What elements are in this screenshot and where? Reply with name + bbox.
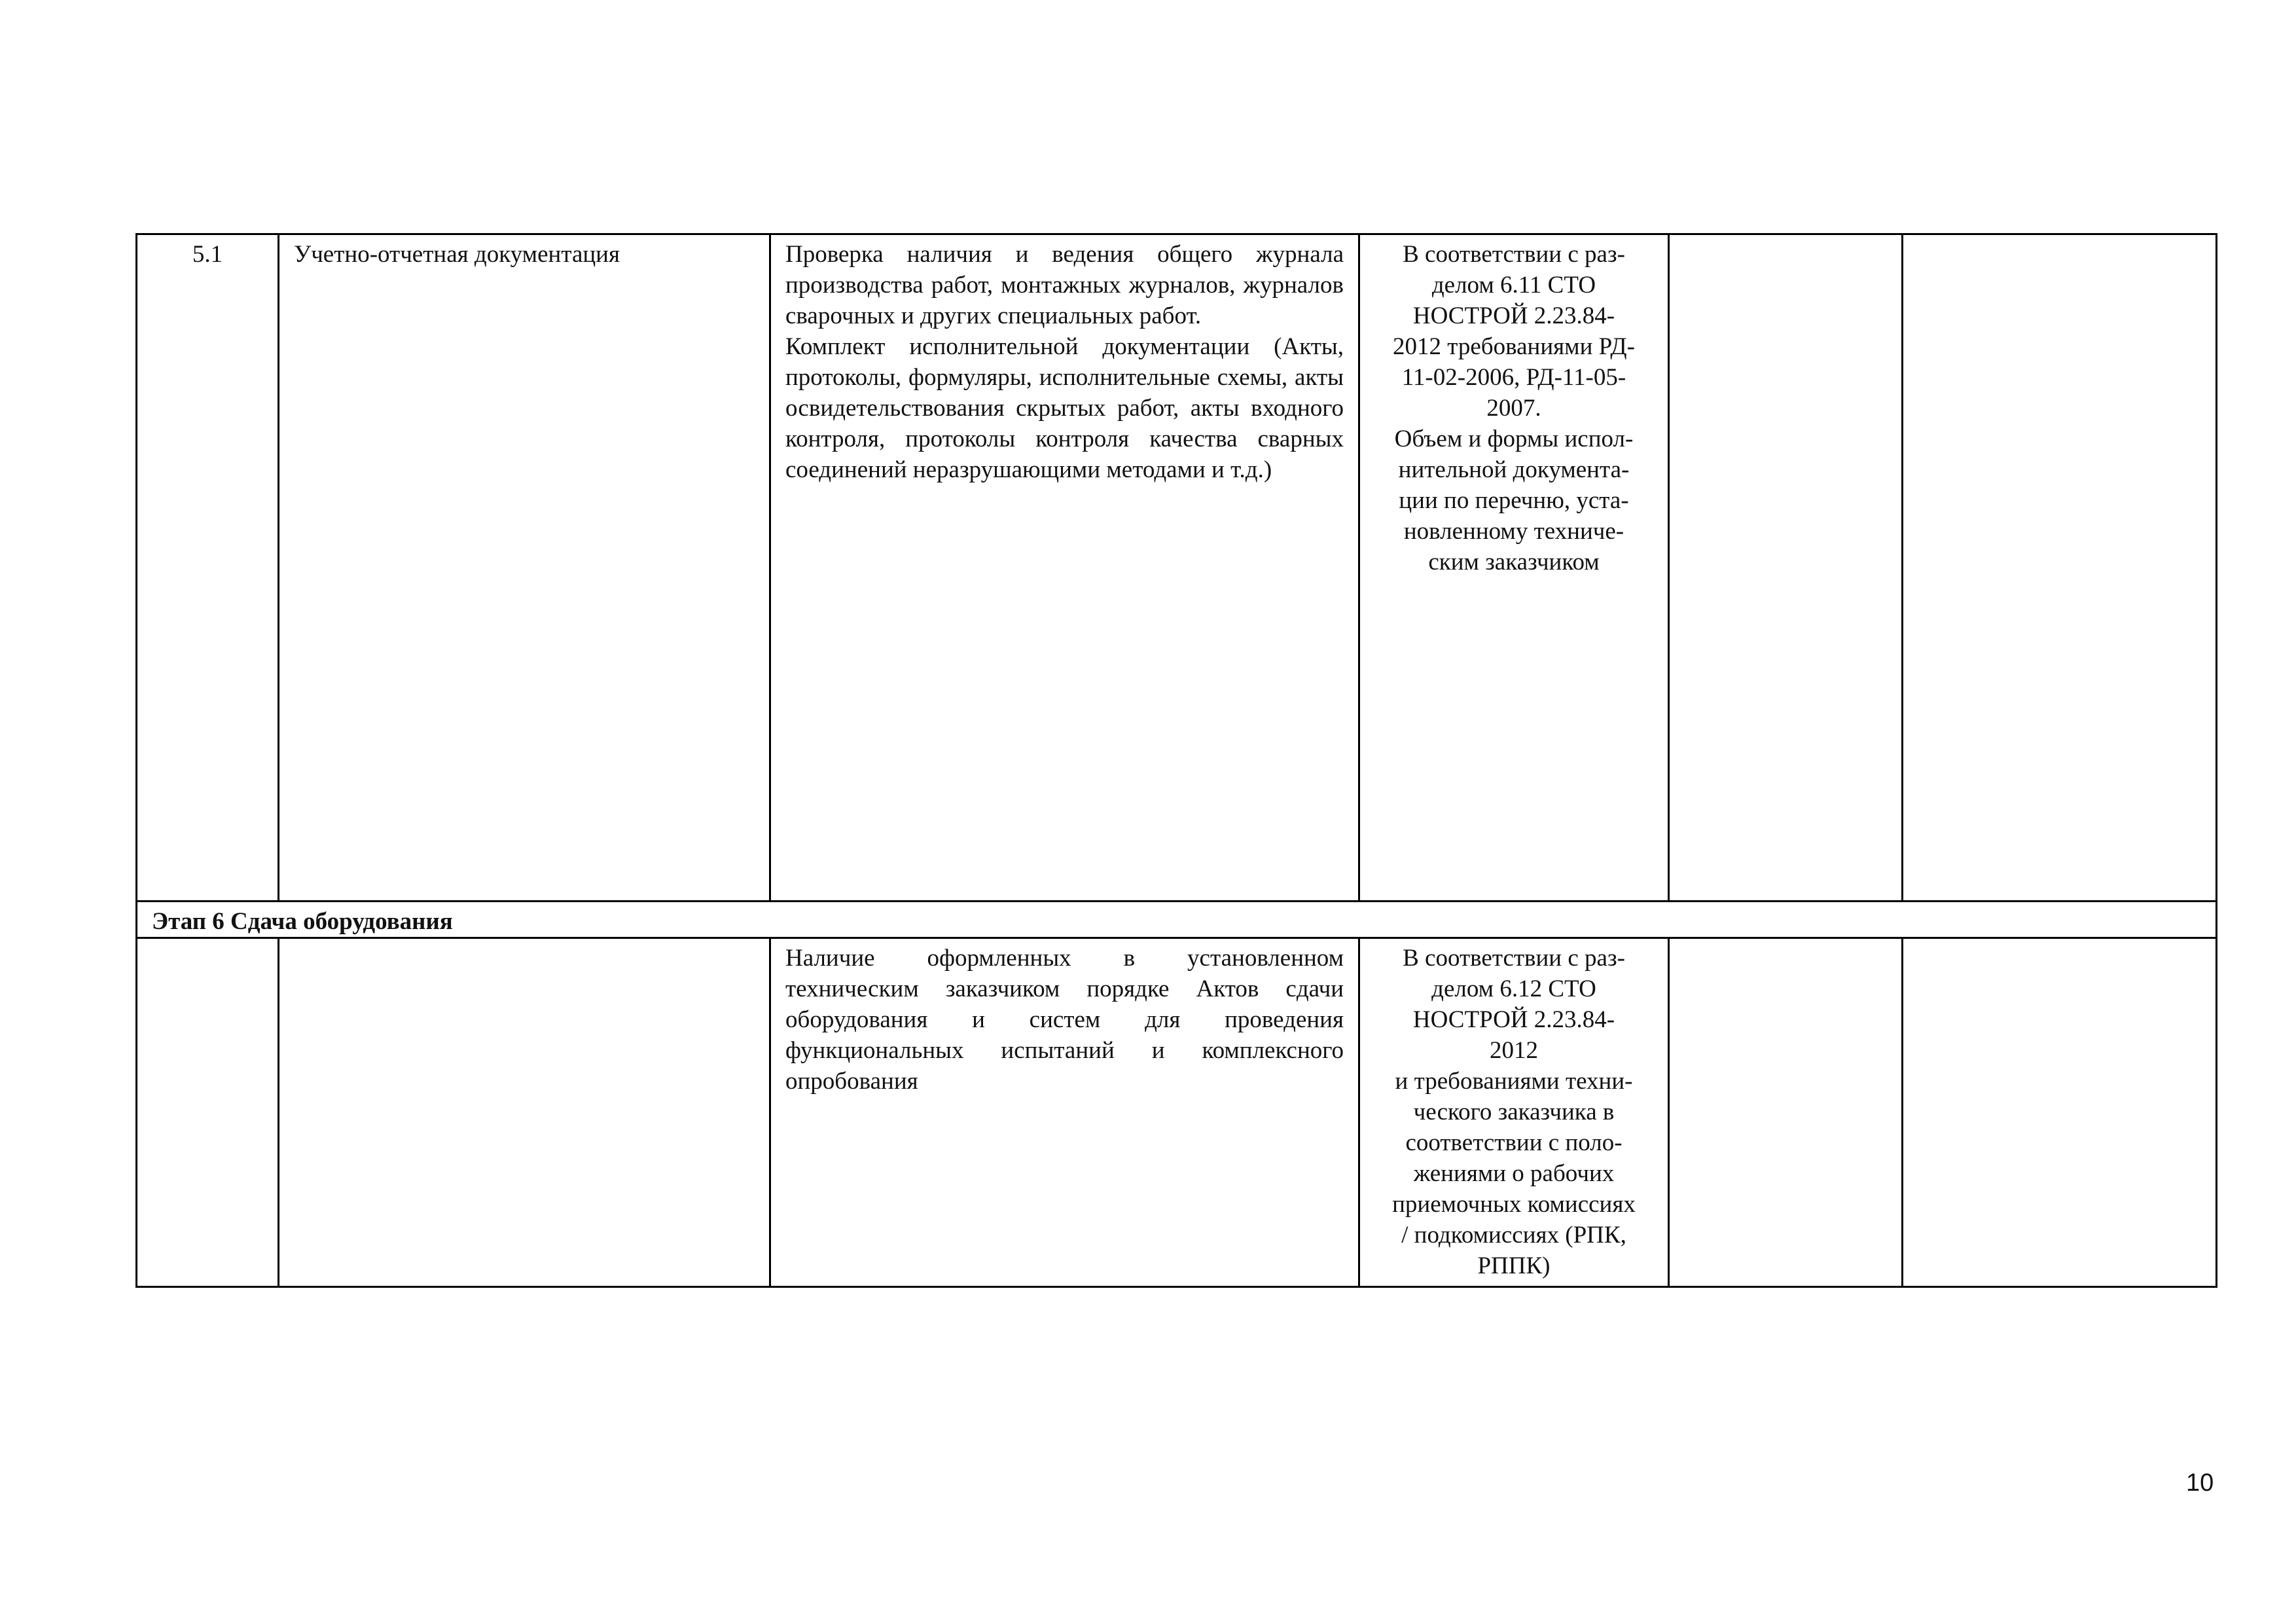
norm-line: В соответствии с раз- <box>1403 945 1625 972</box>
norm-line: РППК) <box>1477 1252 1551 1279</box>
norm-line: соответствии с поло- <box>1405 1129 1623 1156</box>
stage-row <box>137 902 2217 938</box>
norm-line: НОСТРОЙ 2.23.84- <box>1412 302 1615 329</box>
stage-heading-cell <box>137 902 2217 938</box>
inspection-table <box>135 233 2217 1288</box>
empty-cell <box>279 938 770 1287</box>
norm-line: НОСТРОЙ 2.23.84- <box>1412 1006 1615 1033</box>
norm-line: В соответствии с раз- <box>1403 241 1625 268</box>
check-content-cell <box>770 234 1359 902</box>
check-paragraph: Проверка наличия и ведения общего журнала производства работ, монтажных журналов, журналов сварочных и других специальных работ. <box>785 241 1344 329</box>
empty-cell <box>137 938 279 1287</box>
norm-line: ции по перечню, уста- <box>1399 487 1629 514</box>
check-content-cell <box>770 938 1359 1287</box>
norm-line: нительной документа- <box>1398 456 1630 483</box>
norm-line: / подкомиссиях (РПК, <box>1401 1222 1626 1249</box>
item-number: 5.1 <box>192 241 223 268</box>
empty-cell <box>1903 938 2217 1287</box>
empty-cell <box>1669 938 1903 1287</box>
norm-line: 2012 <box>1490 1037 1538 1064</box>
norm-line: делом 6.11 СТО <box>1431 272 1596 299</box>
item-name: Учетно-отчетная документация <box>294 241 620 268</box>
norm-line: и требованиями техни- <box>1395 1068 1633 1095</box>
check-paragraph: Наличие оформленных в установленном техническим заказчиком порядке Актов сдачи оборудования и систем для проведения функциональных испытаний и комплексного опробования <box>785 945 1344 1095</box>
norm-line: новленному техниче- <box>1403 518 1624 545</box>
page-number: 10 <box>2186 1469 2214 1497</box>
check-paragraph: Комплект исполнительной документации (Акты, протоколы, формуляры, исполнительные схемы, акты освидетельствования скрытых работ, акты входного контроля, протоколы контроля качества сварных соединений неразрушающими методами и т.д.) <box>785 333 1344 483</box>
norm-line: ческого заказчика в <box>1413 1099 1615 1125</box>
norm-line: Объем и формы испол- <box>1394 426 1634 452</box>
stage-heading: Этап 6 Сдача оборудования <box>152 908 453 935</box>
item-name-cell <box>279 234 770 902</box>
table-row <box>137 234 2217 902</box>
norm-reference-cell <box>1359 938 1669 1287</box>
norm-line: ским заказчиком <box>1428 549 1600 575</box>
table-row <box>137 938 2217 1287</box>
item-number-cell <box>137 234 279 902</box>
norm-line: 11-02-2006, РД-11-05- <box>1401 364 1626 391</box>
norm-reference-cell <box>1359 234 1669 902</box>
empty-cell <box>1669 234 1903 902</box>
norm-line: 2007. <box>1486 395 1541 422</box>
norm-line: делом 6.12 СТО <box>1431 976 1596 1002</box>
norm-line: 2012 требованиями РД- <box>1393 333 1635 360</box>
norm-line: приемочных комиссиях <box>1392 1191 1636 1218</box>
empty-cell <box>1903 234 2217 902</box>
norm-line: жениями о рабочих <box>1413 1160 1615 1187</box>
